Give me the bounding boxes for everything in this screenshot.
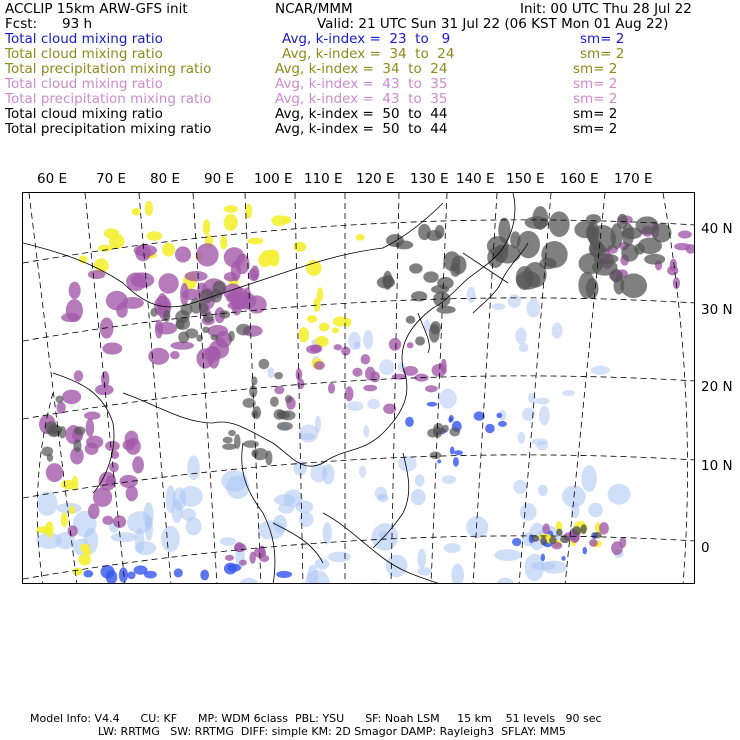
cloud-cell [409,263,423,273]
map-canvas [23,193,695,584]
cloud-cell [518,432,525,444]
cloud-cell [346,401,363,411]
cloud-cell [185,271,208,281]
cloud-cell [430,321,441,334]
legend-k-index-range: Avg, k-index = 50 to 44 [275,106,448,122]
cloud-cell [497,578,514,584]
cloud-cell [299,512,313,527]
cloud-cell [561,556,565,561]
cloud-cell [621,244,638,262]
cloud-cell [389,338,401,351]
cloud-cell [411,489,426,505]
cloud-cell [348,332,360,350]
cloud-cell [299,433,316,440]
cloud-cell [228,331,235,342]
legend-smoothing: sm= 2 [573,61,618,77]
cloud-cell [619,537,626,548]
legend-row [5,122,735,137]
cloud-cell [181,508,196,521]
cloud-cell [196,243,219,266]
cloud-cell [526,299,540,318]
longitude-label: 170 E [614,171,653,187]
cloud-cell [144,571,157,579]
cloud-cell [578,272,595,299]
cloud-cell [126,486,138,502]
cloud-cell [271,215,287,226]
legend-field-name: Total precipitation mixing ratio [5,121,212,137]
cloud-cell [588,503,603,518]
cloud-cell [520,503,537,521]
cloud-cell [449,415,454,422]
cloud-cell [37,491,58,516]
cloud-cell [352,368,362,377]
cloud-cell [539,406,550,426]
cloud-cell [100,565,114,579]
legend-row [5,92,735,107]
model-info-line2: LW: RRTMG SW: RRTMG DIFF: simple KM: 2D Smagor DAMP: Rayleigh3 SFLAY: MM5 [98,725,566,738]
cloud-cell [492,303,506,310]
latitude-label: 10 N [701,458,733,474]
cloud-cell [224,247,245,267]
cloud-cell [328,383,335,394]
cloud-cell [581,465,597,492]
cloud-cell [636,216,659,234]
cloud-cell [498,421,507,427]
longitude-label: 110 E [304,171,343,187]
cloud-cell [581,524,587,534]
legend-k-index-range: Avg, k-index = 43 to 35 [275,76,448,92]
projection-boundary [663,193,688,584]
cloud-cell [74,370,83,382]
cloud-cell [170,351,180,359]
cloud-cell [84,412,101,420]
cloud-cell [367,399,380,409]
legend-field-name: Total cloud mixing ratio [5,31,163,47]
cloud-cell [415,474,425,486]
cloud-cell [131,272,155,287]
cloud-cell [249,552,255,564]
cloud-cell [589,240,604,258]
legend-row [5,62,735,77]
cloud-cell [436,306,455,314]
cloud-cell [123,440,135,451]
cloud-cell [515,327,526,344]
longitude-label: 90 E [204,171,234,187]
cloud-cell [319,322,330,331]
cloud-cell [370,371,380,382]
cloud-cell [531,438,548,445]
cloud-cell [68,525,78,536]
cloud-cell [285,395,292,403]
cloud-cell [175,246,191,262]
cloud-cell [119,475,137,488]
cloud-cell [55,395,63,402]
cloud-cell [166,485,176,513]
cloud-cell [210,334,218,340]
cloud-cell [127,571,135,579]
cloud-cell [132,456,144,473]
cloud-cell [425,385,438,392]
cloud-cell [379,359,395,375]
cloud-cell [586,224,598,241]
cloud-cell [542,523,549,534]
latitude-gridline [23,376,695,419]
cloud-cell [620,273,647,298]
cloud-cell [161,526,180,552]
cloud-cell [316,583,324,584]
cloud-cell [678,230,692,238]
cloud-cell [453,457,459,467]
cloud-cell [512,538,521,546]
cloud-cell [83,570,93,577]
cloud-cell [540,537,546,546]
cloud-cell [363,330,373,349]
cloud-cell [437,459,441,463]
center-name: NCAR/MMM [275,1,353,17]
cloud-cell [224,563,237,575]
legend-smoothing: sm= 2 [580,46,625,62]
cloud-cell [375,487,387,500]
cloud-cell [516,266,534,290]
cloud-cell [415,336,425,345]
cloud-cell [363,385,377,392]
cloud-cell [243,287,251,309]
cloud-cell [307,315,317,323]
cloud-cell [86,436,103,449]
cloud-cell [226,475,249,499]
cloud-cell [200,570,209,581]
cloud-cell [46,463,63,482]
cloud-cell [109,234,125,249]
latitude-label: 30 N [701,302,733,318]
cloud-cell [541,554,545,562]
cloud-cell [109,462,119,472]
cloud-cell [132,208,141,216]
cloud-cell [119,567,128,582]
cloud-cell [267,367,274,378]
cloud-cell [175,310,190,323]
cloud-cell [74,426,86,435]
cloud-cell [207,325,228,337]
cloud-cell [248,238,264,245]
cloud-cell [386,554,408,577]
cloud-cell [62,390,81,405]
cloud-cell [239,578,259,584]
cloud-cell [79,255,87,263]
cloud-cell [341,347,350,356]
cloud-cell [333,344,342,350]
cloud-cell [73,439,81,452]
cloud-cell [314,361,325,370]
cloud-cell [332,327,339,333]
cloud-cell [200,289,213,303]
cloud-cell [494,549,521,561]
legend-row [5,107,735,122]
cloud-cell [611,223,623,249]
legend-k-index-range: Avg, k-index = 23 to 9 [282,31,451,47]
legend-k-index-range: Avg, k-index = 34 to 24 [282,46,455,62]
cloud-cell [508,294,521,307]
init-time: Init: 00 UTC Thu 28 Jul 22 [520,1,692,17]
cloud-cell [158,273,178,293]
cloud-cell [513,480,527,494]
cloud-cell [219,310,230,318]
cloud-cell [406,316,416,324]
cloud-cell [427,402,438,407]
cloud-cell [315,416,321,433]
cloud-cell [667,266,678,276]
cloud-cell [265,450,272,465]
cloud-cell [591,366,610,375]
cloud-cell [234,543,246,552]
cloud-cell [224,205,238,213]
cloud-cell [298,327,309,342]
cloud-cell [224,272,238,281]
cloud-cell [202,326,209,333]
cloud-cell [356,234,365,241]
legend-field-name: Total cloud mixing ratio [5,106,163,122]
legend-k-index-range: Avg, k-index = 34 to 24 [275,61,448,77]
longitude-label: 80 E [150,171,180,187]
cloud-cell [222,443,236,449]
legend-smoothing: sm= 2 [573,106,618,122]
cloud-cell [328,552,351,563]
cloud-cell [674,243,690,251]
cloud-cell [431,285,449,294]
cloud-cell [306,260,322,276]
cloud-cell [61,512,68,527]
cloud-cell [69,506,75,514]
cloud-cell [644,254,665,265]
cloud-cell [317,287,323,301]
legend-k-index-range: Avg, k-index = 50 to 44 [275,121,448,137]
cloud-cell [441,359,447,373]
longitude-label: 140 E [456,171,495,187]
cloud-cell [363,425,369,437]
cloud-cell [430,452,442,459]
legend-row [5,32,735,47]
cloud-cell [485,424,495,434]
cloud-cell [274,386,284,394]
cloud-cell [180,283,188,306]
cloud-cell [467,287,476,303]
cloud-cell [377,276,395,288]
cloud-cell [69,282,81,299]
longitude-label: 120 E [356,171,395,187]
cloud-cell [405,417,414,427]
cloud-cell [225,555,234,561]
cloud-cell [156,322,178,334]
cloud-cell [101,371,109,387]
cloud-cell [466,516,488,538]
cloud-cell [258,253,272,268]
cloud-cell [582,547,587,555]
cloud-cell [442,475,456,484]
cloud-cell [444,543,461,553]
cloud-cell [228,430,236,436]
legend-row [5,47,735,62]
cloud-cell [451,564,464,584]
cloud-cell [224,214,238,231]
cloud-cell [277,422,293,431]
cloud-cell [187,456,200,481]
legend-k-index-range: Avg, k-index = 43 to 35 [275,91,448,107]
cloud-cell [174,568,183,577]
cloud-cell [98,245,112,252]
cloud-cell [113,515,126,528]
forecast-label: Fcst: [5,16,38,32]
cloud-cell [203,219,211,235]
longitude-label: 100 E [254,171,293,187]
cloud-cell [148,348,169,365]
weather-map [22,192,695,584]
cloud-cell [236,324,251,336]
cloud-cell [274,494,296,505]
cloud-field-layer [36,201,695,584]
cloud-cell [122,297,144,309]
cloud-cell [398,456,417,472]
forecast-hour: 93 h [62,16,93,32]
cloud-cell [196,348,213,368]
cloud-cell [257,520,284,539]
cloud-cell [562,390,574,396]
cloud-cell [549,537,557,544]
cloud-cell [599,522,609,534]
cloud-cell [315,558,329,569]
latitude-label: 40 N [701,221,733,237]
cloud-cell [361,354,371,364]
cloud-cell [102,516,113,525]
cloud-cell [323,522,332,545]
cloud-cell [220,537,236,546]
longitude-label: 150 E [506,171,545,187]
cloud-cell [293,242,306,252]
model-info-line1: Model Info: V4.4 CU: KF MP: WDM 6class PBL: YSU SF: Noah LSM 15 km 51 levels 90 sec [30,712,602,725]
cloud-cell [366,582,383,584]
cloud-cell [220,236,227,250]
cloud-cell [418,567,432,575]
cloud-cell [533,206,548,230]
cloud-cell [178,331,189,343]
cloud-cell [135,541,156,555]
cloud-cell [83,548,91,557]
cloud-cell [111,532,137,542]
longitude-label: 160 E [560,171,599,187]
cloud-cell [510,231,520,248]
cloud-cell [248,269,258,281]
cloud-cell [150,308,158,317]
cloud-cell [223,437,233,444]
cloud-cell [423,271,438,282]
map-title: ACCLIP 15km ARW-GFS init [5,1,188,17]
legend-smoothing: sm= 2 [573,121,618,137]
cloud-cell [36,526,51,533]
cloud-cell [162,243,175,257]
cloud-cell [417,549,426,569]
cloud-cell [61,313,80,322]
cloud-cell [86,418,95,437]
cloud-cell [135,245,151,261]
legend-field-name: Total precipitation mixing ratio [5,61,212,77]
cloud-cell [278,411,290,419]
cloud-cell [407,342,414,348]
cloud-cell [609,270,623,281]
cloud-cell [449,427,460,436]
cloud-cell [439,389,457,409]
coastline [418,313,429,353]
legend-row [5,77,735,92]
cloud-cell [307,565,318,584]
cloud-cell [258,359,269,370]
cloud-cell [270,397,279,407]
cloud-cell [310,345,322,353]
cloud-cell [359,466,366,478]
cloud-cell [102,342,122,354]
legend-smoothing: sm= 2 [580,31,625,47]
longitude-label: 70 E [96,171,126,187]
legend-smoothing: sm= 2 [573,76,618,92]
cloud-cell [274,372,283,379]
legend-field-name: Total precipitation mixing ratio [5,91,212,107]
cloud-cell [454,450,463,455]
latitude-label: 20 N [701,379,733,395]
cloud-cell [450,263,460,277]
cloud-cell [127,511,153,533]
latitude-label: 0 [701,540,710,556]
legend-smoothing: sm= 2 [573,91,618,107]
legend-field-name: Total cloud mixing ratio [5,76,163,92]
cloud-cell [538,485,548,496]
cloud-cell [589,539,598,547]
longitude-gridline [391,193,399,584]
valid-time: Valid: 21 UTC Sun 31 Jul 22 (06 KST Mon 01 Aug 22) [317,16,669,32]
cloud-cell [239,560,247,566]
longitude-label: 130 E [410,171,449,187]
cloud-cell [243,440,259,448]
legend-field-name: Total cloud mixing ratio [5,46,163,62]
cloud-cell [549,211,570,237]
cloud-cell [426,230,442,241]
cloud-cell [276,571,292,578]
cloud-cell [180,486,203,507]
cloud-cell [496,413,502,418]
cloud-cell [146,231,162,241]
cloud-cell [345,386,354,401]
cloud-cell [61,480,76,489]
cloud-cell [556,529,563,536]
cloud-cell [608,484,631,505]
cloud-cell [47,454,53,462]
cloud-cell [572,526,581,535]
cloud-cell [72,568,82,576]
cloud-cell [552,322,563,338]
cloud-cell [498,217,510,243]
cloud-cell [593,532,601,538]
longitude-label: 60 E [37,171,67,187]
cloud-cell [450,447,455,455]
cloud-cell [535,398,550,405]
cloud-cell [145,201,153,216]
